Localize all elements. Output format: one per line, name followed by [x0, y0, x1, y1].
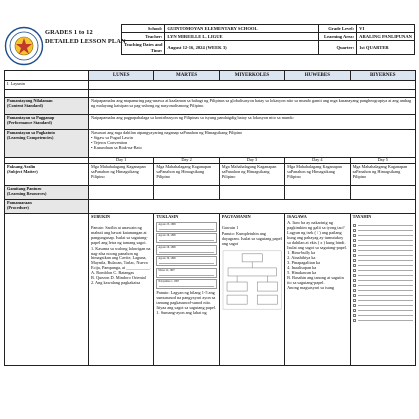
tayahin-worksheet: [353, 224, 413, 322]
day-header-blank: [5, 71, 89, 81]
teacher-value: LYN MIREILLE L. LIGUE: [165, 33, 319, 41]
procedure-sub: (Procedure): [7, 204, 29, 210]
teacher-label: Teacher:: [122, 33, 165, 41]
pagyamanin-title: PAGYAMANIN: [221, 214, 251, 219]
tayahin-line: [353, 224, 413, 227]
day-number-4: Day 4: [285, 158, 350, 164]
subject-matter-label: [5, 164, 89, 186]
dates-value: August 12-16, 2024 (WEEK 3): [165, 41, 319, 55]
subukin-question-2: 2. Ang kawalang pagkakaisa: [91, 280, 141, 286]
procedure-label: [5, 200, 89, 214]
timeline-date: Agosto 23, 1896: [158, 222, 176, 226]
timeline-date: Nobyembre 1, 1897: [158, 280, 180, 284]
competency-item: • Sigaw sa Pugad Lawin: [91, 136, 413, 141]
tuklasin-cell: [154, 214, 219, 366]
day-huwebes: HUWEBES: [285, 71, 350, 81]
tuklasin-question-1: 1. Sumang-ayon ang lahat ng: [156, 309, 207, 315]
spacer-span: [89, 90, 416, 98]
tayahin-line: [353, 274, 413, 277]
procedure-title: Pamamaraan: [7, 200, 32, 205]
subject-matter-day1: Mga Mahahalagang Kaganapan saPanahon ng Himagsikang Pilipino: [89, 164, 154, 186]
tayahin-line: [353, 254, 413, 257]
content-standard-title: Pamantayang Nilalaman: [7, 98, 53, 103]
timeline-date: Marso 22, 1897: [158, 268, 175, 272]
competencies-label: [5, 130, 89, 158]
subukin-choice-b: B. Quezon D. Mindoro Oriental: [91, 275, 146, 281]
procedure-span: [89, 200, 416, 214]
dates-label: [122, 41, 165, 55]
grade-value: VI: [357, 25, 415, 33]
day-biyernes: BIYERNES: [350, 71, 415, 81]
subject-matter-day2: Mga Mahahalagang Kaganapan saPanahon ng Himagsikang Pilipino: [154, 164, 219, 186]
lesson-plan-header: [4, 24, 415, 68]
content-standard-row: [5, 98, 416, 115]
spacer-row: [5, 90, 416, 98]
isagawa-title: ISAGAWA: [287, 214, 307, 219]
title-dlp: DETAILED LESSON PLAN: [45, 38, 126, 46]
resources-label: [5, 186, 89, 200]
diagram-image: [222, 249, 282, 311]
tayahin-line: [353, 264, 413, 267]
timeline-box: [156, 268, 216, 278]
tayahin-line: [353, 319, 413, 322]
isagawa-item: 2. Ainahihiya ka: [287, 255, 316, 261]
subject-matter-title: Paksang Aralin: [7, 164, 36, 169]
timeline-box: [156, 245, 216, 255]
tayahin-line: [353, 279, 413, 282]
timeline-box: [156, 279, 216, 289]
subukin-text: Panuto: Sarilin at unawain ng mabuti ang bawat katanungan at pangungusap. Isulat sa sagutang-papel ang letra ng tamang sagot.: [91, 224, 148, 245]
content-standard-text: Naipapamalas ang mapanuring pag-unawa at kaalaman sa bahagi ng Pilipinas sa globalisasyon batay sa lokasyon nito sa mundo gamit ang mga kasanayang pangheograpiya at ang ambag ng malayang kaisipan sa pag-usbong ng nasyonalismong Pilipino.: [89, 98, 416, 115]
isagawa-item: 4. Inaalisapan ka: [287, 265, 317, 271]
resources-title: Gamitang Panturo: [7, 186, 42, 191]
isagawa-item: B. Basahin ang tanong at sagutin ito sa sagutang-papel.: [287, 275, 344, 286]
tayahin-line: [353, 299, 413, 302]
subject-matter-sub: (Subject Matter): [7, 168, 38, 174]
tayahin-line: [353, 234, 413, 237]
performance-standard-title: Pamantayan sa Pagganap: [7, 115, 55, 120]
grade-label: Grade Level:: [319, 25, 357, 33]
day-number-3: Day 3: [219, 158, 284, 164]
title-grades: GRADES 1 to 12: [45, 29, 93, 36]
tuklasin-title: TUKLASIN: [156, 214, 179, 219]
timeline-box: [156, 222, 216, 232]
subukin-cell: [89, 214, 154, 366]
day-martes: MARTES: [154, 71, 219, 81]
tuklasin-text: Panuto: Lagyan ng bilang 1-5 ang sumusunod na pangyayari ayon sa tamang pagkasunod-sunod nito. Itiyaa ang sagot sa sagutang papel.: [156, 289, 217, 310]
competencies-title: Pamantayan sa Pagkatuto: [7, 130, 55, 135]
procedure-row: [5, 200, 416, 214]
resources-day4: [285, 186, 350, 200]
day-number-1: Day 1: [89, 158, 154, 164]
dates-label-line2: Time:: [150, 47, 163, 53]
competency-item: • Kasunduan sa Biak-na-Bato: [91, 146, 413, 151]
tayahin-line: [353, 249, 413, 252]
resources-day5: [350, 186, 415, 200]
tayahin-line: [353, 294, 413, 297]
isagawa-item: 1. Binu-bully ka: [287, 250, 316, 256]
timeline-box: [156, 233, 216, 243]
tayahin-line: [353, 244, 413, 247]
competencies-text: Nasusuri ang mga dahilan atpangyayaring naganap saPanahon ng Himagsikang Pilipino: [91, 130, 243, 135]
isagawa-text: A. Itaw ba ay nakarinig ng pagkimkim ng galit sa iyong tao? Lagyan ng tsek ( / ) ang patlang kung ang pahayag ay tumutukoy sa dahilan at ekis ( x ) kung hindi. Isulat ang sagot sa sagutang-papel.: [287, 219, 347, 250]
timeline-line: [159, 252, 213, 253]
tayahin-line: [353, 284, 413, 287]
subukin-choice-a: A. Romblon C. Batangas: [91, 270, 135, 276]
day-lunes: LUNES: [89, 71, 154, 81]
day-miyerkoles: MIYERKOLES: [219, 71, 284, 81]
quarter-value: 1st QUARTER: [357, 41, 415, 55]
content-standard-label: [5, 98, 89, 115]
content-standard-sub: (Content Standard): [7, 102, 43, 108]
timeline-line: [159, 240, 213, 241]
timeline-date: Agosto 29, 1896: [158, 245, 176, 249]
isagawa-item: 5. Hinakawan ka: [287, 270, 317, 276]
area-label: Learning Area:: [319, 33, 357, 41]
deped-seal-icon: [4, 26, 44, 66]
performance-standard-label: [5, 115, 89, 130]
tayahin-line: [353, 269, 413, 272]
isagawa-cell: [285, 214, 350, 366]
subject-matter-day3: Mga Mahahalagang Kaganapan saPanahon ng Himagsikang Pilipino: [219, 164, 284, 186]
resources-day3: [219, 186, 284, 200]
subject-matter-row: [5, 164, 416, 186]
resources-sub: (Learning Resources): [7, 190, 47, 196]
tayahin-line: [353, 259, 413, 262]
competencies-sub: (Learning Competencies): [7, 134, 54, 140]
area-value: ARALING PANLIPUNAN: [357, 33, 415, 41]
tayahin-line: [353, 314, 413, 317]
subject-matter-day5: Mga Mahahalagang Kaganapan saPanahon ng Himagsikang Pilipino: [350, 164, 415, 186]
layunin-content: [89, 81, 416, 90]
timeline-line: [159, 229, 213, 230]
timeline-date: Agosto 30, 1896: [158, 257, 176, 261]
info-table: [121, 24, 415, 55]
subukin-title: SUBUKIN: [91, 214, 111, 219]
tayahin-title: TAYAHIN: [352, 214, 372, 219]
tayahin-line: [353, 229, 413, 232]
timeline-line: [159, 275, 213, 276]
subject-matter-day4: Mga Mahahalagang Kaganapan saPanahon ng Himagsikang Pilipino: [285, 164, 350, 186]
layunin-row: [5, 81, 416, 90]
school-value: GUINTOMOYAN ELEMENTARY SCHOOL: [165, 25, 319, 33]
day-number-2: Day 2: [154, 158, 219, 164]
activities-label-cell: [5, 214, 89, 366]
resources-day2: [154, 186, 219, 200]
layunin-label: I. Layunin: [5, 81, 89, 90]
isagawa-question: Anong magsasyari sa isang: [287, 285, 335, 291]
resources-day1: [89, 186, 154, 200]
timeline-line: [159, 263, 213, 264]
dates-label-line1: Teaching Dates and: [124, 42, 163, 48]
performance-standard-sub: (Performance Standard): [7, 119, 52, 125]
timeline-line: [159, 286, 213, 287]
tayahin-line: [353, 309, 413, 312]
competency-item: • Tejeros Convention: [91, 141, 413, 146]
day-number-5: Day 5: [350, 158, 415, 164]
activities-row: [5, 214, 416, 366]
timeline-date: Agosto 26, 1896: [158, 234, 176, 238]
quarter-label: Quarter:: [319, 41, 357, 55]
spacer-cell: [5, 90, 89, 98]
tayahin-cell: [350, 214, 415, 366]
pagyamanin-cell: [219, 214, 284, 366]
tayahin-line: [353, 304, 413, 307]
isagawa-item: 3. Pinapagalitan ka: [287, 260, 320, 266]
tayahin-line: [353, 239, 413, 242]
day-header-row: [5, 71, 416, 81]
performance-standard-text: Naipapamalas ang pagpapahalaga sa kontribusyon ng Pilipinas sa isyung pandaigdig batay sa lokasyon nito sa mundo: [89, 115, 416, 130]
performance-standard-row: [5, 115, 416, 130]
school-label: School:: [122, 25, 165, 33]
tayahin-line: [353, 289, 413, 292]
competencies-content: [89, 130, 416, 158]
timeline-box: [156, 256, 216, 266]
pagyamanin-sub: Gawain 1: [221, 224, 239, 230]
resources-row: [5, 186, 416, 200]
lesson-plan-table: [4, 70, 416, 366]
tuklasin-timeline: [156, 222, 216, 290]
subukin-question-1: 1. Kasama sa walong lalawigan na nag-alsa noong panahon ng himagsikan ang Cavite, Laguna, Maynila, Bulacan, Tarlac, Nueva Ecija, Pampanga, at ___________.: [91, 245, 151, 271]
competencies-list: [91, 136, 413, 151]
pagyamanin-text: Panuto: Kumpletuhin ang dayagram. Isulat sa sagutang papel ang sagot: [221, 230, 282, 246]
competencies-row: [5, 130, 416, 158]
